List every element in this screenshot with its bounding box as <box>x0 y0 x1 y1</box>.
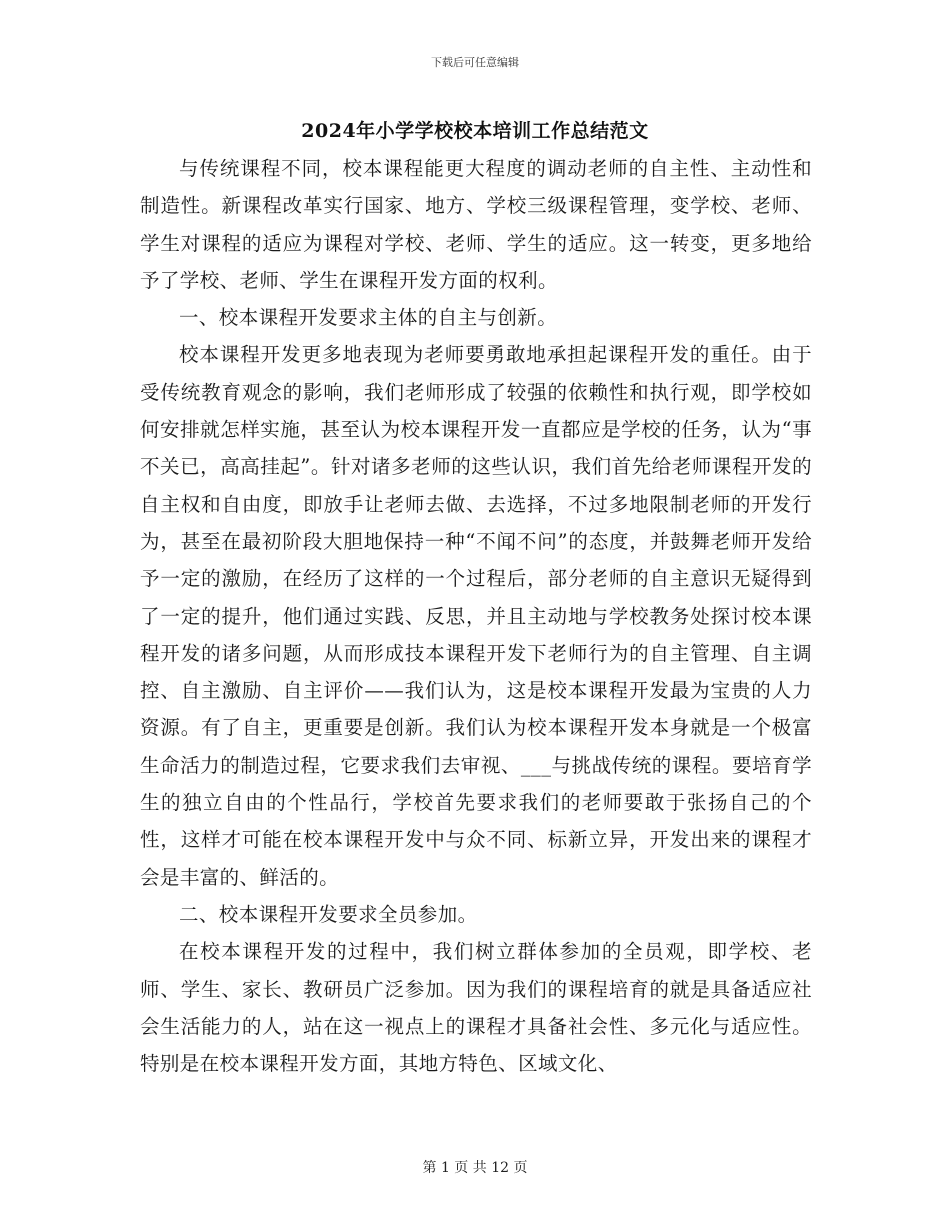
paragraph-section-1: 校本课程开发更多地表现为老师要勇敢地承担起课程开发的重任。由于受传统教育观念的影响，我们老师形成了较强的依赖性和执行观，即学校如何安排就怎样实施，甚至认为校本课程开发一直都应是学校的任务，认为“事不关已，高高挂起”。针对诸多老师的这些认识，我们首先给老师课程开发的自主权和自由度，即放手让老师去做、去选择，不过多地限制老师的开发行为，甚至在最初阶段大胆地保持一种“不闻不问”的态度，并鼓舞老师开发给予一定的激励，在经历了这样的一个过程后，部分老师的自主意识无疑得到了一定的提升，他们通过实践、反思，并且主动地与学校教务处探讨校本课程开发的诸多问题，从而形成技本课程开发下老师行为的自主管理、自主调控、自主激励、自主评价——我们认为，这是校本课程开发最为宝贵的人力资源。有了自主，更重要是创新。我们认为校本课程开发本身就是一个极富生命活力的制造过程，它要求我们去审视、___与挑战传统的课程。要培育学生的独立自由的个性品行，学校首先要求我们的老师要敢于张扬自己的个性，这样才可能在校本课程开发中与众不同、标新立异，开发出来的课程才会是丰富的、鲜活的。 <box>140 343 812 889</box>
paragraph-section-2: 在校本课程开发的过程中，我们树立群体参加的全员观，即学校、老师、学生、家长、教研员广泛参加。因为我们的课程培育的就是具备适应社会生活能力的人，站在这一视点上的课程才具备社会性、多元化与适应性。特别是在校本课程开发方面，其地方特色、区域文化、 <box>140 940 812 1076</box>
document-title: 2024年小学学校校本培训工作总结范文 <box>301 120 649 142</box>
section-heading-2: 二、校本课程开发要求全员参加。 <box>179 902 478 926</box>
section-heading-1: 一、校本课程开发要求主体的自主与创新。 <box>179 306 558 330</box>
document-body <box>140 150 812 1082</box>
paragraph-intro: 与传统课程不同，校本课程能更大程度的调动老师的自主性、主动性和制造性。新课程改革实行国家、地方、学校三级课程管理，变学校、老师、学生对课程的适应为课程对学校、老师、学生的适应。这一转变，更多地给予了学校、老师、学生在课程开发方面的权利。 <box>140 157 812 292</box>
page-header-note: 下载后可任意编辑 <box>431 56 519 69</box>
page-number: 第 1 页 共 12 页 <box>422 1160 528 1176</box>
